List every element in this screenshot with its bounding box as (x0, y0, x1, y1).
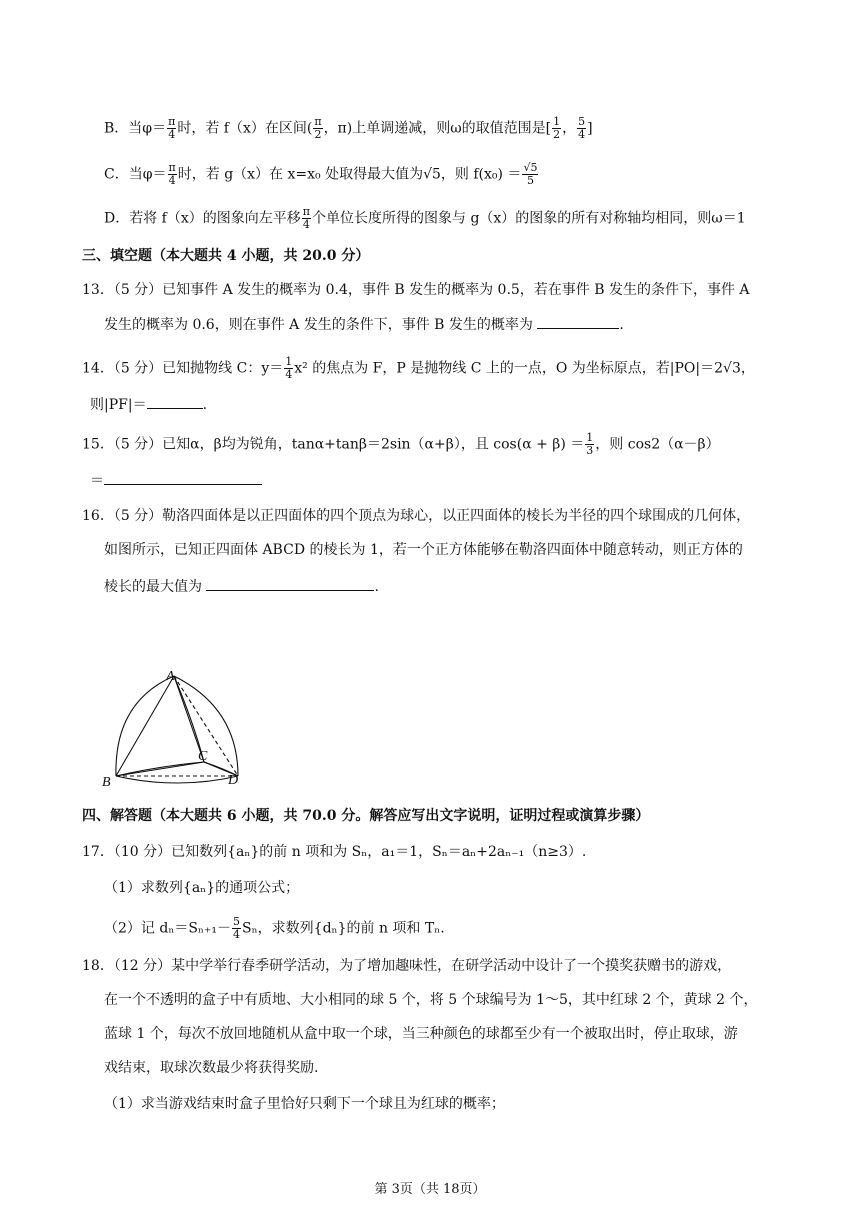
option-c: C．当φ＝ $\frac{\pi}{4}$ 时，若 g（x）在 x=x₀ 处取得最大值为√5，则 f(x₀) ＝ $\frac{√5}{5}$ (104, 161, 538, 187)
question-18-line-1: 18．（12 分）某中学举行春季研学活动，为了增加趣味性，在研学活动中设计了一个摸奖获赠书的游戏， (82, 958, 732, 974)
label-c: C (198, 749, 208, 764)
question-14-line-2: 则|PF|＝ . (90, 394, 207, 415)
label-b: B (102, 775, 111, 790)
fraction: $\frac{\pi}{4}$ (302, 205, 310, 231)
arc-bd (116, 776, 238, 783)
question-18-line-4: 戏结束，取球次数最少将获得奖励. (104, 1060, 319, 1076)
label-d: D (228, 773, 239, 788)
answer-blank[interactable] (147, 394, 203, 409)
question-18-part-1: （1）求当游戏结束时盒子里恰好只剩下一个球且为红球的概率； (104, 1096, 505, 1112)
label-a: A (166, 669, 175, 684)
question-18-line-2: 在一个不透明的盒子中有质地、大小相同的球 5 个，将 5 个球编号为 1～5，其中红球 2 个，黄球 2 个， (104, 992, 758, 1008)
question-16-line-1: 16．（5 分）勒洛四面体是以正四面体的四个顶点为球心，以正四面体的棱长为半径的四个球围成的几何体， (82, 508, 751, 524)
option-b: B．当φ＝ $\frac{\pi}{4}$ 时，若 f（x）在区间( $\frac{\pi}{2}$ ，π)上单调递减，则ω的取值范围是[ $\frac{1}{2}$ ， $\frac{5}{4}$ ] (104, 115, 593, 141)
question-17-part-1: （1）求数列{aₙ}的通项公式； (104, 880, 300, 896)
question-15-line-1: 15．（5 分）已知α，β均为锐角，tanα+tanβ＝2sin（α+β），且 cos(α + β) ＝ $\frac{1}{3}$ ，则 cos2（α－β） (82, 431, 720, 457)
question-13-line-2: 发生的概率为 0.6，则在事件 A 发生的条件下，事件 B 发生的概率为 . (104, 314, 624, 335)
edge-bc (116, 762, 204, 776)
question-13-line-1: 13．（5 分）已知事件 A 发生的概率为 0.4，事件 B 发生的概率为 0.5，若在事件 B 发生的条件下，事件 A (82, 282, 750, 298)
section-heading: 三、填空题（本大题共 4 小题，共 20.0 分） (82, 248, 370, 264)
fraction: $\frac{1}{2}$ (553, 115, 561, 141)
edge-ab (116, 676, 174, 776)
question-16-line-3: 棱长的最大值为 . (104, 576, 379, 597)
option-d: D．若将 f（x）的图象向左平移 $\frac{\pi}{4}$ 个单位长度所得的图象与 g（x）的图象的所有对称轴均相同，则ω＝1 (104, 205, 746, 231)
page-footer: 第 3页（共 18页） (374, 1182, 486, 1197)
section-heading: 四、解答题（本大题共 6 小题，共 70.0 分。解答应写出文字说明，证明过程或演算步骤） (82, 808, 650, 824)
question-16-line-2: 如图所示，已知正四面体 ABCD 的棱长为 1，若一个正方体能够在勒洛四面体中随意转动，则正方体的 (104, 542, 743, 558)
fraction: $\frac{5}{4}$ (578, 115, 586, 141)
answer-blank[interactable] (104, 470, 262, 485)
reuleaux-tetrahedron-figure (98, 664, 258, 796)
answer-blank[interactable] (206, 576, 374, 591)
fraction: $\frac{√5}{5}$ (523, 161, 538, 187)
fraction: $\frac{5}{4}$ (233, 915, 241, 941)
question-17-part-2: （2）记 dₙ＝Sₙ₊₁－ $\frac{5}{4}$ Sₙ，求数列{dₙ}的前 n 项和 Tₙ. (104, 915, 445, 941)
fraction: $\frac{\pi}{4}$ (168, 115, 176, 141)
fraction: $\frac{1}{3}$ (586, 431, 594, 457)
question-14-line-1: 14．（5 分）已知抛物线 C：y＝ $\frac{1}{4}$ x² 的焦点为 F，P 是抛物线 C 上的一点，O 为坐标原点，若|PO|＝2√3， (82, 355, 755, 381)
fraction: $\frac{\pi}{2}$ (314, 115, 322, 141)
question-18-line-3: 蓝球 1 个，每次不放回地随机从盒中取一个球，当三种颜色的球都至少有一个被取出时，停止取球，游 (104, 1026, 738, 1042)
question-17-line-1: 17．（10 分）已知数列{aₙ}的前 n 项和为 Sₙ，a₁＝1，Sₙ＝aₙ+2aₙ₋₁（n≥3）. (82, 844, 587, 860)
question-15-line-2: ＝ (90, 470, 262, 491)
fraction: $\frac{1}{4}$ (285, 355, 293, 381)
fraction: $\frac{\pi}{4}$ (168, 161, 176, 187)
answer-blank[interactable] (537, 314, 619, 329)
